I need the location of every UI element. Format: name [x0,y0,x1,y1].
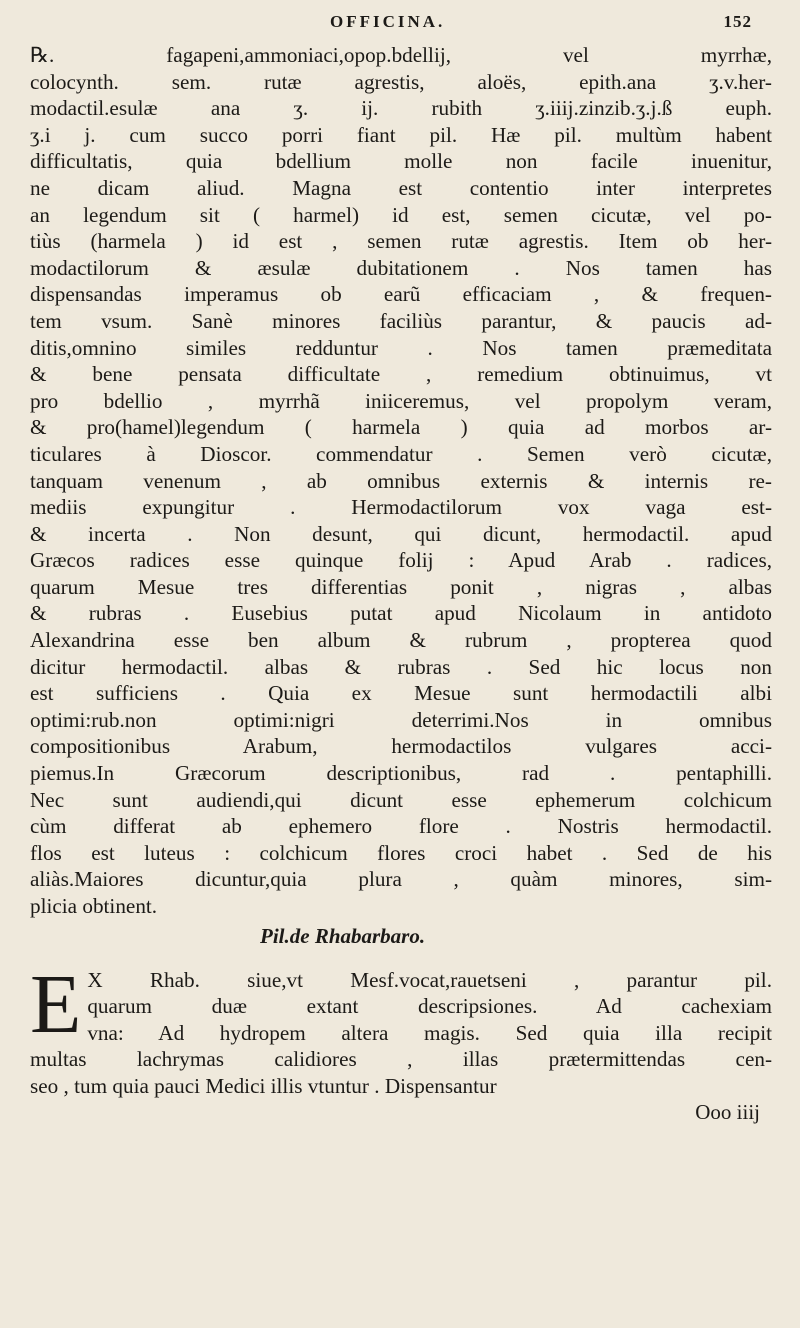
text-line: multas lachrymas calidiores , illas prætermittendas cen- [30,1047,772,1072]
text-line: tem vsum. Sanè minores faciliùs parantur, & paucis ad- [30,308,772,333]
text-line: ditis,omnino similes redduntur . Nos tamen præmeditata [30,335,772,360]
text-line: & rubras . Eusebius putat apud Nicolaum in antidoto [30,601,772,626]
text-line: tanquam venenum , ab omnibus externis & internis re- [30,468,772,493]
text-line: compositionibus Arabum, hermodactilos vulgares acci- [30,734,772,759]
text-line: Nec sunt audiendi,qui dicunt esse ephemerum colchicum [30,787,772,812]
text-line: dicitur hermodactil. albas & rubras . Sed hic locus non [30,654,772,679]
text-line: mediis expungitur . Hermodactilorum vox vaga est- [30,495,772,520]
catchword: Ooo iiij [695,1099,760,1124]
text-line: ℞. fagapeni,ammoniaci,opop.bdellij, vel myrrhæ, [30,43,772,67]
text-line: flos est luteus : colchicum flores croci habet . Sed de his [30,840,772,865]
section-heading: Pil.de Rhabarbaro. [260,923,426,948]
text-line: plicia obtinent. [30,894,158,918]
text-line: quarum Mesue tres differentias ponit , nigras , albas [30,574,772,599]
text-line: difficultatis, quia bdellium molle non facile inuenitur, [30,149,772,174]
text-line: vna: Ad hydropem altera magis. Sed quia illa recipit [87,1020,772,1045]
text-line: pro bdellio , myrrhã iniiceremus, vel propolym veram, [30,388,772,413]
text-line: dispensandas imperamus ob earũ efficaciam , & frequen- [30,282,772,307]
text-line: X Rhab. siue,vt Mesf.vocat,rauetseni , parantur pil. [87,967,772,992]
running-title: OFFICINA. [330,12,446,31]
text-line: & incerta . Non desunt, qui dicunt, hermodactil. apud [30,521,772,546]
text-line: quarum duæ extant descripsiones. Ad cachexiam [87,994,772,1019]
paragraph-2 [30,957,772,1100]
text-line: cùm differat ab ephemero flore . Nostris hermodactil. [30,814,772,839]
text-line: ʒ.i j. cum succo porri fiant pil. Hæ pil. multùm habent [30,122,772,147]
text-line: tiùs (harmela ) id est , semen rutæ agrestis. Item ob her- [30,229,772,254]
text-line: Græcos radices esse quinque folij : Apud Arab . radices, [30,548,772,573]
page-number: 152 [723,12,752,31]
running-head [30,8,772,38]
drop-capital: E [30,957,82,1051]
text-line: ticulares à Dioscor. commendatur . Semen verò cicutæ, [30,441,772,466]
text-line: optimi:rub.non optimi:nigri deterrimi.Nos in omnibus [30,707,772,732]
text-line: an legendum sit ( harmel) id est, semen cicutæ, vel po- [30,202,772,227]
text-line: piemus.In Græcorum descriptionibus, rad . pentaphilli. [30,761,772,786]
text-line: & pro(hamel)legendum ( harmela ) quia ad morbos ar- [30,415,772,440]
text-line: modactil.esulæ ana ʒ. ij. rubith ʒ.iiij.zinzib.ʒ.j.ß euph. [30,96,772,121]
text-line: ne dicam aliud. Magna est contentio inter interpretes [30,175,772,200]
text-line: & bene pensata difficultate , remedium obtinuimus, vt [30,362,772,387]
text-line: est sufficiens . Quia ex Mesue sunt hermodactili albi [30,681,772,706]
text-line: colocynth. sem. rutæ agrestis, aloës, epith.ana ʒ.v.her- [30,69,772,94]
text-line: seo , tum quia pauci Medici illis vtuntur . Dispensantur [30,1073,497,1098]
text-line: modactilorum & æsulæ dubitationem . Nos tamen has [30,255,772,280]
text-line: Alexandrina esse ben album & rubrum , propterea quod [30,628,772,653]
paragraph-1 [30,42,772,920]
text-line: aliàs.Maiores dicuntur,quia plura , quàm minores, sim- [30,867,772,892]
